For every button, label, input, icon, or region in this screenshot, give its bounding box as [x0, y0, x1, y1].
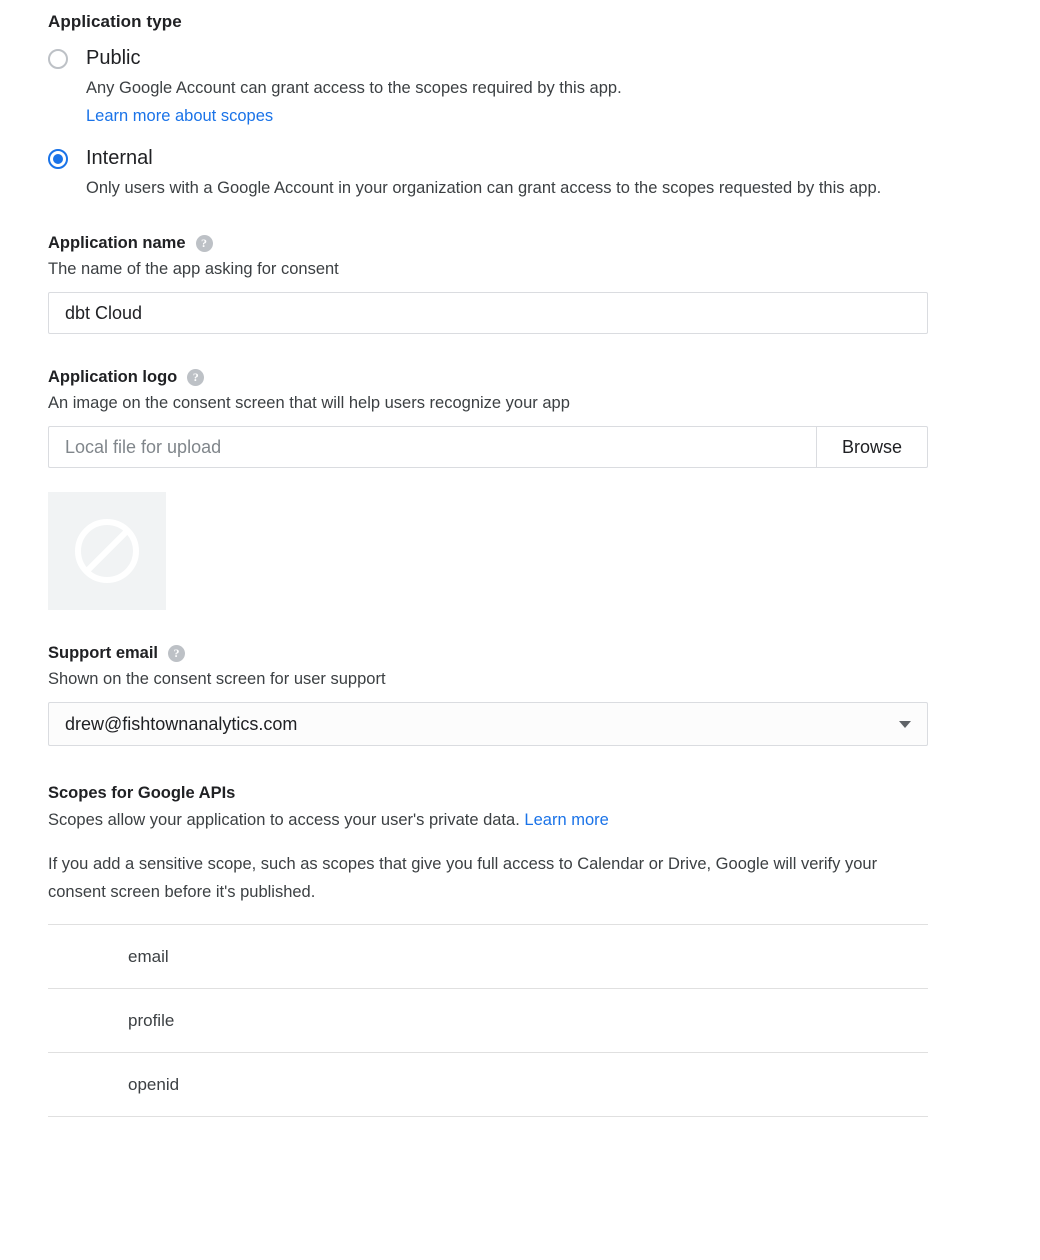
radio-internal-icon[interactable] [48, 149, 68, 169]
help-icon[interactable]: ? [196, 235, 213, 252]
application-name-group [48, 234, 992, 334]
scopes-sub-text: Scopes allow your application to access your user's private data. [48, 811, 520, 829]
help-icon[interactable]: ? [168, 645, 185, 662]
scopes-table [48, 924, 928, 1117]
application-name-sub: The name of the app asking for consent [48, 260, 339, 278]
support-email-group [48, 644, 992, 746]
scopes-heading: Scopes for Google APIs [48, 784, 236, 802]
scopes-note: If you add a sensitive scope, such as scopes that give you full access to Calendar or Drive, Google will verify your consent screen before it's published. [48, 855, 878, 901]
radio-internal-body [86, 146, 881, 200]
support-email-label-row [48, 644, 992, 663]
application-name-input[interactable] [48, 292, 928, 334]
radio-public-description: Any Google Account can grant access to the scopes required by this app. [86, 79, 622, 97]
radio-public-body [86, 46, 622, 128]
support-email-select[interactable] [48, 702, 928, 746]
table-row[interactable] [48, 989, 928, 1053]
application-logo-sub: An image on the consent screen that will help users recognize your app [48, 394, 570, 412]
table-row[interactable] [48, 925, 928, 989]
radio-public-icon[interactable] [48, 49, 68, 69]
table-row[interactable] [48, 1053, 928, 1117]
logo-upload-row [48, 426, 928, 468]
support-email-sub: Shown on the consent screen for user support [48, 670, 386, 688]
logo-preview [48, 492, 166, 610]
support-email-label: Support email [48, 644, 159, 662]
radio-option-internal[interactable] [48, 146, 992, 200]
application-logo-label-row [48, 368, 992, 387]
learn-more-about-scopes-link[interactable]: Learn more about scopes [86, 107, 274, 125]
application-name-label: Application name [48, 234, 186, 252]
radio-public-label: Public [86, 47, 141, 69]
logo-file-input[interactable] [48, 426, 816, 468]
radio-internal-description: Only users with a Google Account in your organization can grant access to the scopes requested by this app. [86, 179, 882, 197]
chevron-down-icon[interactable] [899, 721, 911, 728]
application-name-label-row [48, 234, 992, 253]
support-email-value: drew@fishtownanalytics.com [65, 713, 298, 734]
scope-name: email [48, 925, 928, 989]
no-image-icon [74, 518, 140, 584]
application-logo-label: Application logo [48, 368, 178, 386]
scope-name: profile [48, 989, 928, 1053]
scope-name: openid [48, 1053, 928, 1117]
help-icon[interactable]: ? [187, 369, 204, 386]
application-logo-group [48, 368, 992, 610]
browse-button[interactable]: Browse [816, 426, 928, 468]
scopes-learn-more-link[interactable]: Learn more [524, 811, 609, 829]
radio-internal-label: Internal [86, 147, 153, 169]
application-type-heading: Application type [48, 12, 182, 31]
radio-option-public[interactable] [48, 46, 992, 128]
scopes-sub [48, 808, 992, 832]
